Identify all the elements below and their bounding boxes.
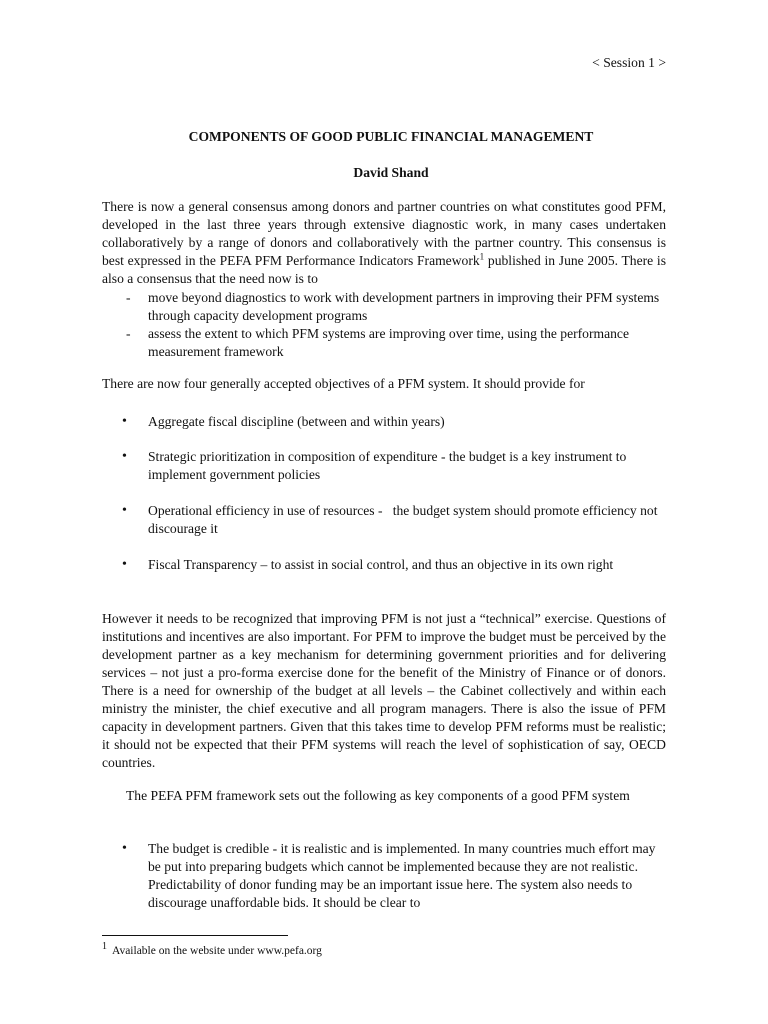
objective-text: Operational efficiency in use of resources - the budget system should promote efficiency not discourage it	[148, 503, 661, 536]
objective-item	[102, 448, 666, 484]
paragraph-objectives-intro: There are now four generally accepted objectives of a PFM system. It should provide for	[102, 376, 585, 391]
objective-text: Strategic prioritization in composition of expenditure - the budget is a key instrument to implement government policies	[148, 449, 627, 482]
objective-text: Aggregate fiscal discipline (between and within years)	[148, 414, 445, 429]
bullet-marker: •	[122, 841, 127, 856]
bullet-marker: •	[122, 449, 127, 464]
footnote-text: Available on the website under www.pefa.org	[112, 945, 322, 957]
paragraph-institutions: However it needs to be recognized that improving PFM is not just a “technical” exercise. Questions of institutions and incentives are also important. For PFM to improve the budget must be perceived by the development partner as a key mechanism for determining government priorities and for delivering services – not just a pro-forma exercise done for the benefit of the Ministry of Finance or of donors. There is a need for ownership of the budget at all levels – the Cabinet collectively and within each ministry the minister, the chief executive and all program managers. There is also the issue of PFM capacity in development partners. Given that this takes time to develop PFM reforms must be realistic; it should not be expected that their PFM systems will reach the level of sophistication of say, OECD countries.	[102, 611, 666, 770]
paragraph-consensus-text: There is now a general consensus among donors and partner countries on what constitutes good PFM, developed in the last three years through extensive diagnostic work, in many cases undertaken collaboratively by a range of donors and collaboratively with the partner country. This consensus is best expressed in the PEFA PFM Performance Indicators Framework	[102, 199, 666, 268]
list-item-text: move beyond diagnostics to work with development partners in improving their PFM systems through capacity development programs	[148, 290, 660, 323]
list-item	[102, 289, 666, 325]
footnote-reference[interactable]: 1	[479, 251, 485, 262]
objective-item	[102, 556, 666, 574]
footnote-divider	[102, 935, 288, 936]
objective-item	[102, 413, 666, 431]
dash-marker: -	[126, 290, 131, 305]
footnote-number: 1	[102, 941, 107, 953]
bullet-marker: •	[122, 503, 127, 518]
document-author: David Shand	[353, 165, 429, 180]
footnote	[102, 943, 322, 959]
paragraph-pefa-components: The PEFA PFM framework sets out the following as key components of a good PFM system	[126, 788, 630, 803]
component-text: The budget is credible - it is realistic and is implemented. In many countries much effort may be put into preparing budgets which cannot be implemented because they are not realistic. Predictability of donor funding may be an important issue here. The system also needs to discourage unaffordable bids. It should be clear to	[148, 841, 656, 910]
list-item-text: assess the extent to which PFM systems are improving over time, using the performance measurement framework	[148, 326, 629, 359]
paragraph-consensus	[102, 198, 666, 288]
objective-text: Fiscal Transparency – to assist in social control, and thus an objective in its own right	[148, 557, 614, 572]
bullet-marker: •	[122, 557, 127, 572]
bullet-marker: •	[122, 414, 127, 429]
document-title: COMPONENTS OF GOOD PUBLIC FINANCIAL MANAGEMENT	[188, 129, 594, 144]
list-item	[102, 325, 666, 361]
dash-list	[102, 289, 666, 361]
objective-item	[102, 502, 666, 538]
session-label: < Session 1 >	[592, 55, 666, 70]
dash-marker: -	[126, 326, 131, 341]
paragraph-consensus-text-cont: published in June 2005. There is also a consensus that the need now is to	[102, 253, 666, 286]
component-item	[102, 840, 666, 912]
